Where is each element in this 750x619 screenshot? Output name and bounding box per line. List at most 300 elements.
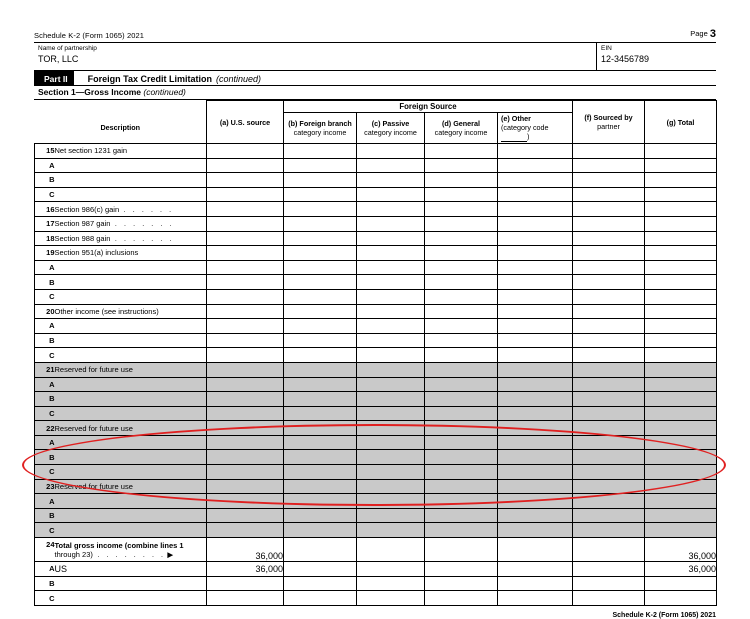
cell-col-f bbox=[573, 406, 645, 421]
col-f-header bbox=[573, 101, 645, 144]
table-row bbox=[35, 173, 717, 188]
col-c-label-2: category income bbox=[364, 128, 417, 137]
cell-col-a[interactable]: 36,000 bbox=[207, 562, 284, 577]
cell-col-b bbox=[284, 435, 357, 450]
table-body bbox=[35, 144, 717, 606]
row-number: A bbox=[35, 435, 55, 450]
cell-col-e[interactable] bbox=[498, 591, 573, 606]
col-a-label: (a) U.S. source bbox=[219, 117, 271, 127]
cell-col-f[interactable] bbox=[573, 538, 645, 562]
row-description bbox=[55, 494, 207, 509]
row-number: B bbox=[35, 392, 55, 407]
cell-col-b bbox=[284, 392, 357, 407]
part-title: Foreign Tax Credit Limitation bbox=[87, 73, 212, 84]
cell-col-b[interactable] bbox=[284, 202, 357, 217]
cell-col-e[interactable] bbox=[498, 275, 573, 290]
col-f-label-1: (f) Sourced by bbox=[584, 113, 633, 122]
col-a-header bbox=[207, 101, 284, 144]
cell-col-b bbox=[284, 450, 357, 465]
table-row bbox=[35, 406, 717, 421]
table-row bbox=[35, 479, 717, 494]
section-title-continued: (continued) bbox=[143, 87, 186, 97]
cell-col-d[interactable] bbox=[425, 576, 498, 591]
cell-col-d bbox=[425, 435, 498, 450]
table-row bbox=[35, 465, 717, 480]
cell-col-a[interactable] bbox=[207, 216, 284, 231]
cell-col-c[interactable] bbox=[357, 260, 425, 275]
page-number: 3 bbox=[709, 28, 716, 40]
cell-col-e[interactable] bbox=[498, 576, 573, 591]
cell-col-a[interactable] bbox=[207, 348, 284, 363]
cell-col-e bbox=[498, 523, 573, 538]
table-row bbox=[35, 289, 717, 304]
row-number: A bbox=[35, 494, 55, 509]
cell-col-g[interactable] bbox=[645, 231, 717, 246]
row-description bbox=[55, 319, 207, 334]
table-row bbox=[35, 246, 717, 261]
row-description bbox=[55, 260, 207, 275]
table-row bbox=[35, 494, 717, 509]
cell-col-e[interactable] bbox=[498, 538, 573, 562]
cell-col-d[interactable] bbox=[425, 173, 498, 188]
table-row bbox=[35, 202, 717, 217]
table-row bbox=[35, 187, 717, 202]
cell-col-a bbox=[207, 465, 284, 480]
cell-col-d[interactable] bbox=[425, 158, 498, 173]
row-number: A bbox=[35, 562, 55, 577]
cell-col-c bbox=[357, 479, 425, 494]
row-description bbox=[55, 508, 207, 523]
cell-col-a[interactable] bbox=[207, 158, 284, 173]
cell-col-f bbox=[573, 523, 645, 538]
cell-col-g bbox=[645, 435, 717, 450]
cell-col-d bbox=[425, 494, 498, 509]
cell-col-f[interactable] bbox=[573, 202, 645, 217]
cell-col-d bbox=[425, 508, 498, 523]
row-description bbox=[55, 435, 207, 450]
table-row bbox=[35, 216, 717, 231]
cell-col-a[interactable] bbox=[207, 187, 284, 202]
col-b-label-1: (b) Foreign branch bbox=[288, 119, 352, 128]
row-number: B bbox=[35, 333, 55, 348]
cell-col-c bbox=[357, 362, 425, 377]
cell-col-d[interactable] bbox=[425, 260, 498, 275]
cell-col-b[interactable] bbox=[284, 187, 357, 202]
cell-col-c bbox=[357, 465, 425, 480]
row-description[interactable] bbox=[55, 591, 207, 606]
page-number-block bbox=[690, 28, 716, 40]
cell-col-g[interactable] bbox=[645, 202, 717, 217]
cell-col-g bbox=[645, 494, 717, 509]
cell-col-b[interactable] bbox=[284, 216, 357, 231]
cell-col-e bbox=[498, 377, 573, 392]
table-row bbox=[35, 450, 717, 465]
cell-col-f bbox=[573, 450, 645, 465]
row-number: B bbox=[35, 275, 55, 290]
cell-col-e[interactable] bbox=[498, 333, 573, 348]
row-number: 22 bbox=[35, 421, 55, 436]
row-number: B bbox=[35, 450, 55, 465]
cell-col-e[interactable] bbox=[498, 289, 573, 304]
cell-col-a[interactable] bbox=[207, 144, 284, 159]
row-number: C bbox=[35, 289, 55, 304]
cell-col-c[interactable] bbox=[357, 246, 425, 261]
cell-col-g bbox=[645, 362, 717, 377]
col-description-label: Description bbox=[100, 123, 141, 133]
partnership-name-field[interactable] bbox=[34, 43, 597, 70]
cell-col-g bbox=[645, 479, 717, 494]
cell-col-a bbox=[207, 406, 284, 421]
cell-col-c[interactable] bbox=[357, 202, 425, 217]
row-description: Total gross income (combine lines 1 through 23) . . . . . . . . ▶ bbox=[55, 538, 207, 562]
cell-col-d[interactable] bbox=[425, 348, 498, 363]
cell-col-f bbox=[573, 494, 645, 509]
table-row bbox=[35, 158, 717, 173]
cell-col-b bbox=[284, 508, 357, 523]
row-number: C bbox=[35, 348, 55, 363]
row-description bbox=[55, 348, 207, 363]
cell-col-g[interactable] bbox=[645, 576, 717, 591]
cell-col-a[interactable] bbox=[207, 202, 284, 217]
cell-col-a[interactable] bbox=[207, 576, 284, 591]
cell-col-a bbox=[207, 523, 284, 538]
row-number: C bbox=[35, 523, 55, 538]
cell-col-c bbox=[357, 450, 425, 465]
cell-col-e bbox=[498, 450, 573, 465]
cell-col-c bbox=[357, 421, 425, 436]
table-row bbox=[35, 435, 717, 450]
cell-col-c[interactable] bbox=[357, 289, 425, 304]
cell-col-g bbox=[645, 377, 717, 392]
cell-col-g[interactable] bbox=[645, 158, 717, 173]
cell-col-g[interactable] bbox=[645, 187, 717, 202]
cell-col-a[interactable] bbox=[207, 246, 284, 261]
cell-col-f[interactable] bbox=[573, 144, 645, 159]
row-description: Other income (see instructions) bbox=[55, 304, 207, 319]
cell-col-g[interactable] bbox=[645, 275, 717, 290]
cell-col-b bbox=[284, 421, 357, 436]
row-description: Section 951(a) inclusions bbox=[55, 246, 207, 261]
cell-col-e[interactable] bbox=[498, 231, 573, 246]
cell-col-f[interactable] bbox=[573, 187, 645, 202]
table-row bbox=[35, 362, 717, 377]
row-description[interactable] bbox=[55, 576, 207, 591]
cell-col-d[interactable] bbox=[425, 333, 498, 348]
cell-col-e bbox=[498, 362, 573, 377]
col-e-label-3: ) bbox=[527, 132, 530, 141]
cell-col-g bbox=[645, 450, 717, 465]
cell-col-f bbox=[573, 392, 645, 407]
cell-col-c bbox=[357, 523, 425, 538]
cell-col-f[interactable] bbox=[573, 158, 645, 173]
cell-col-b[interactable] bbox=[284, 333, 357, 348]
cell-col-g[interactable] bbox=[645, 260, 717, 275]
cell-col-b[interactable] bbox=[284, 562, 357, 577]
cell-col-a[interactable]: 36,000 bbox=[207, 538, 284, 562]
col-f-label-2: partner bbox=[597, 122, 620, 131]
cell-col-g[interactable] bbox=[645, 591, 717, 606]
table-head bbox=[35, 101, 717, 144]
cell-col-c[interactable] bbox=[357, 231, 425, 246]
table-row bbox=[35, 348, 717, 363]
cell-col-f[interactable] bbox=[573, 246, 645, 261]
cell-col-d[interactable] bbox=[425, 591, 498, 606]
cell-col-d[interactable] bbox=[425, 538, 498, 562]
cell-col-g[interactable] bbox=[645, 144, 717, 159]
cell-col-b bbox=[284, 377, 357, 392]
cell-col-d bbox=[425, 450, 498, 465]
foreign-source-group-header: Foreign Source bbox=[284, 101, 573, 113]
col-e-label-1: (e) Other bbox=[501, 114, 531, 123]
cell-col-c[interactable] bbox=[357, 173, 425, 188]
cell-col-f[interactable] bbox=[573, 216, 645, 231]
cell-col-c[interactable] bbox=[357, 187, 425, 202]
row-description bbox=[55, 289, 207, 304]
cell-col-g[interactable] bbox=[645, 216, 717, 231]
col-d-header bbox=[425, 113, 498, 144]
section-1-bar bbox=[34, 86, 716, 100]
cell-col-d[interactable] bbox=[425, 275, 498, 290]
cell-col-f[interactable] bbox=[573, 576, 645, 591]
table-head-group-row bbox=[35, 101, 717, 113]
col-e-label-2: (category code bbox=[501, 123, 549, 132]
cell-col-c bbox=[357, 494, 425, 509]
cell-col-b[interactable] bbox=[284, 144, 357, 159]
cell-col-b[interactable] bbox=[284, 246, 357, 261]
table-row bbox=[35, 508, 717, 523]
row-description: Net section 1231 gain bbox=[55, 144, 207, 159]
cell-col-b bbox=[284, 362, 357, 377]
cell-col-d[interactable] bbox=[425, 202, 498, 217]
cell-col-b[interactable] bbox=[284, 591, 357, 606]
row-description: Reserved for future use bbox=[55, 421, 207, 436]
cell-col-a[interactable] bbox=[207, 304, 284, 319]
row-description[interactable]: US bbox=[55, 562, 207, 577]
cell-col-b[interactable] bbox=[284, 173, 357, 188]
cell-col-a[interactable] bbox=[207, 333, 284, 348]
cell-col-d[interactable] bbox=[425, 187, 498, 202]
col-description-header bbox=[35, 113, 207, 144]
row-number: B bbox=[35, 576, 55, 591]
cell-col-b[interactable] bbox=[284, 319, 357, 334]
cell-col-e[interactable] bbox=[498, 246, 573, 261]
row-description bbox=[55, 406, 207, 421]
cell-col-c[interactable] bbox=[357, 275, 425, 290]
cell-col-e[interactable] bbox=[498, 319, 573, 334]
cell-col-g[interactable] bbox=[645, 173, 717, 188]
cell-col-g bbox=[645, 465, 717, 480]
row-description: Reserved for future use bbox=[55, 479, 207, 494]
row-description bbox=[55, 187, 207, 202]
row-number: A bbox=[35, 319, 55, 334]
cell-col-b bbox=[284, 465, 357, 480]
cell-col-b[interactable] bbox=[284, 158, 357, 173]
cell-col-b[interactable] bbox=[284, 260, 357, 275]
cell-col-g[interactable] bbox=[645, 319, 717, 334]
cell-col-d[interactable] bbox=[425, 562, 498, 577]
table-row bbox=[35, 319, 717, 334]
cell-col-g[interactable]: 36,000 bbox=[645, 562, 717, 577]
cell-col-e[interactable] bbox=[498, 187, 573, 202]
cell-col-e[interactable] bbox=[498, 304, 573, 319]
cell-col-b bbox=[284, 406, 357, 421]
cell-col-e[interactable] bbox=[498, 348, 573, 363]
cell-col-f[interactable] bbox=[573, 348, 645, 363]
col-d-label-2: category income bbox=[434, 128, 488, 137]
cell-col-e[interactable] bbox=[498, 260, 573, 275]
ein-value: 12-3456789 bbox=[601, 54, 650, 64]
row-number: 18 bbox=[35, 231, 55, 246]
cell-col-f[interactable] bbox=[573, 275, 645, 290]
cell-col-a bbox=[207, 435, 284, 450]
cell-col-f[interactable] bbox=[573, 591, 645, 606]
cell-col-g bbox=[645, 406, 717, 421]
cell-col-c[interactable] bbox=[357, 538, 425, 562]
part-title-wrap bbox=[74, 71, 261, 85]
cell-col-b[interactable] bbox=[284, 289, 357, 304]
cell-col-f[interactable] bbox=[573, 231, 645, 246]
col-e-header bbox=[498, 113, 573, 144]
cell-col-a[interactable] bbox=[207, 231, 284, 246]
cell-col-d bbox=[425, 362, 498, 377]
cell-col-f[interactable] bbox=[573, 260, 645, 275]
cell-col-c[interactable] bbox=[357, 591, 425, 606]
cell-col-c[interactable] bbox=[357, 348, 425, 363]
cell-col-f[interactable] bbox=[573, 289, 645, 304]
table-row bbox=[35, 523, 717, 538]
cell-col-d[interactable] bbox=[425, 246, 498, 261]
table-row bbox=[35, 333, 717, 348]
cell-col-a bbox=[207, 479, 284, 494]
cell-col-d[interactable] bbox=[425, 144, 498, 159]
cell-col-e[interactable] bbox=[498, 202, 573, 217]
cell-col-d bbox=[425, 406, 498, 421]
cell-col-f[interactable] bbox=[573, 319, 645, 334]
cell-col-f[interactable] bbox=[573, 562, 645, 577]
cell-col-c[interactable] bbox=[357, 304, 425, 319]
cell-col-c[interactable] bbox=[357, 576, 425, 591]
cell-col-e bbox=[498, 406, 573, 421]
cell-col-d bbox=[425, 523, 498, 538]
cell-col-b bbox=[284, 479, 357, 494]
cell-col-a[interactable] bbox=[207, 319, 284, 334]
cell-col-a bbox=[207, 362, 284, 377]
cell-col-a bbox=[207, 450, 284, 465]
cell-col-a bbox=[207, 494, 284, 509]
cell-col-g[interactable] bbox=[645, 246, 717, 261]
cell-col-a[interactable] bbox=[207, 260, 284, 275]
cell-col-g[interactable]: 36,000 bbox=[645, 538, 717, 562]
cell-col-c[interactable] bbox=[357, 144, 425, 159]
cell-col-b[interactable] bbox=[284, 576, 357, 591]
row-number: C bbox=[35, 406, 55, 421]
cell-col-e bbox=[498, 508, 573, 523]
cell-col-d[interactable] bbox=[425, 319, 498, 334]
cell-col-g[interactable] bbox=[645, 289, 717, 304]
cell-col-c[interactable] bbox=[357, 158, 425, 173]
cell-col-a bbox=[207, 392, 284, 407]
cell-col-a[interactable] bbox=[207, 591, 284, 606]
row-description: Section 987 gain . . . . . . . bbox=[55, 216, 207, 231]
form-footer: Schedule K-2 (Form 1065) 2021 bbox=[612, 611, 716, 619]
page-header bbox=[34, 28, 716, 43]
cell-col-g bbox=[645, 421, 717, 436]
cell-col-g[interactable] bbox=[645, 348, 717, 363]
cell-col-b bbox=[284, 494, 357, 509]
cell-col-e[interactable] bbox=[498, 173, 573, 188]
ein-field[interactable] bbox=[597, 43, 716, 70]
table-row bbox=[35, 421, 717, 436]
cell-col-b[interactable] bbox=[284, 304, 357, 319]
col-g-header bbox=[645, 101, 717, 144]
cell-col-e[interactable] bbox=[498, 216, 573, 231]
cell-col-e[interactable] bbox=[498, 158, 573, 173]
cell-col-b[interactable] bbox=[284, 538, 357, 562]
cell-col-b[interactable] bbox=[284, 348, 357, 363]
table-row bbox=[35, 377, 717, 392]
cell-col-c[interactable] bbox=[357, 216, 425, 231]
cell-col-e bbox=[498, 465, 573, 480]
cell-col-c[interactable] bbox=[357, 319, 425, 334]
row-number: 15 bbox=[35, 144, 55, 159]
table-row bbox=[35, 231, 717, 246]
cell-col-f[interactable] bbox=[573, 304, 645, 319]
cell-col-c[interactable] bbox=[357, 562, 425, 577]
row-number: 23 bbox=[35, 479, 55, 494]
cell-col-d[interactable] bbox=[425, 216, 498, 231]
cell-col-g bbox=[645, 392, 717, 407]
page-label: Page bbox=[690, 29, 708, 38]
cell-col-d bbox=[425, 465, 498, 480]
col-g-label: (g) Total bbox=[666, 117, 695, 127]
row-description bbox=[55, 333, 207, 348]
cell-col-c bbox=[357, 377, 425, 392]
cell-col-d[interactable] bbox=[425, 289, 498, 304]
cell-col-c[interactable] bbox=[357, 333, 425, 348]
row-number: 17 bbox=[35, 216, 55, 231]
cell-col-d[interactable] bbox=[425, 304, 498, 319]
cell-col-e bbox=[498, 421, 573, 436]
cell-col-a[interactable] bbox=[207, 173, 284, 188]
cell-col-d[interactable] bbox=[425, 231, 498, 246]
cell-col-e[interactable] bbox=[498, 562, 573, 577]
row-number: C bbox=[35, 187, 55, 202]
cell-col-g[interactable] bbox=[645, 304, 717, 319]
cell-col-b[interactable] bbox=[284, 231, 357, 246]
cell-col-b[interactable] bbox=[284, 275, 357, 290]
row-number: 16 bbox=[35, 202, 55, 217]
cell-col-e[interactable] bbox=[498, 144, 573, 159]
row-description bbox=[55, 173, 207, 188]
cell-col-f[interactable] bbox=[573, 333, 645, 348]
cell-col-a[interactable] bbox=[207, 289, 284, 304]
cell-col-f bbox=[573, 479, 645, 494]
row-description bbox=[55, 392, 207, 407]
row-number: A bbox=[35, 158, 55, 173]
cell-col-d bbox=[425, 421, 498, 436]
cell-col-g[interactable] bbox=[645, 333, 717, 348]
cell-col-e bbox=[498, 435, 573, 450]
cell-col-f[interactable] bbox=[573, 173, 645, 188]
row-description bbox=[55, 275, 207, 290]
row-number: 19 bbox=[35, 246, 55, 261]
row-description bbox=[55, 158, 207, 173]
section-title: Section 1—Gross Income bbox=[38, 87, 141, 97]
row-number: 20 bbox=[35, 304, 55, 319]
col-b-header bbox=[284, 113, 357, 144]
cell-col-a[interactable] bbox=[207, 275, 284, 290]
cell-col-a bbox=[207, 508, 284, 523]
